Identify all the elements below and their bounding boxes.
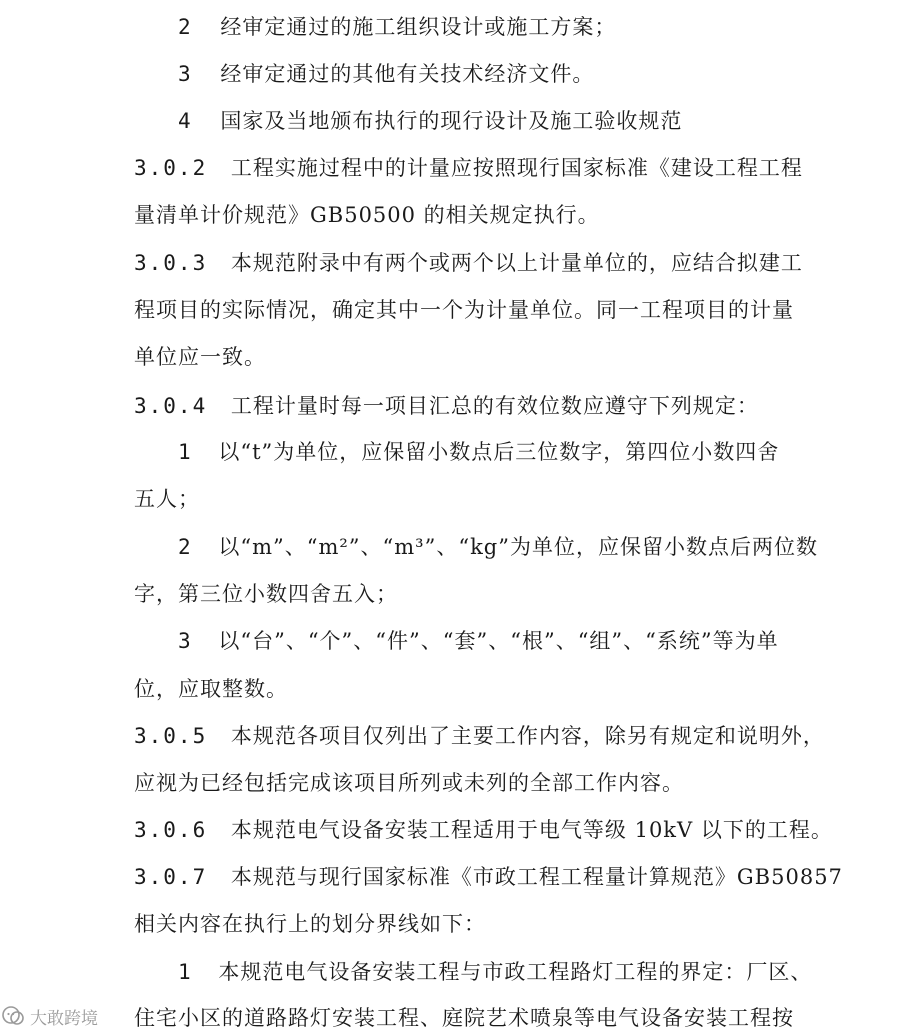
item-number: 3 <box>178 629 193 653</box>
clause-text: 本规范各项目仅列出了主要工作内容，除另有规定和说明外， <box>230 724 825 748</box>
list-item <box>178 107 682 135</box>
clause-number: 3.0.2 <box>134 156 208 180</box>
item-number: 1 <box>178 440 193 464</box>
list-item <box>178 627 779 655</box>
item-text: 位，应取整数。 <box>134 677 288 701</box>
list-item <box>178 60 594 88</box>
list-item <box>178 13 616 41</box>
clause-text: 本规范电气设备安装工程适用于电气等级 10kV 以下的工程。 <box>230 818 833 842</box>
item-text: 经审定通过的其他有关技术经济文件。 <box>220 62 595 86</box>
clause-line <box>134 816 833 844</box>
item-text: 本规范电气设备安装工程与市政工程路灯工程的界定：厂区、 <box>218 960 813 984</box>
item-number: 2 <box>178 15 193 39</box>
item-continuation <box>134 1004 794 1032</box>
clause-line <box>134 392 759 420</box>
item-text: 以“台”、“个”、“件”、“套”、“根”、“组”、“系统”等为单 <box>218 629 779 653</box>
clause-continuation <box>134 769 684 797</box>
list-item <box>178 958 812 986</box>
clause-text: 相关内容在执行上的划分界线如下： <box>134 912 486 936</box>
item-text: 五人； <box>134 487 200 511</box>
item-text: 字，第三位小数四舍五入； <box>134 582 398 606</box>
clause-number: 3.0.3 <box>134 251 208 275</box>
clause-text: 本规范附录中有两个或两个以上计量单位的，应结合拟建工 <box>230 251 803 275</box>
item-text: 国家及当地颁布执行的现行设计及施工验收规范 <box>220 109 683 133</box>
item-text: 以“t”为单位，应保留小数点后三位数字，第四位小数四舍 <box>218 440 780 464</box>
clause-number: 3.0.6 <box>134 818 208 842</box>
clause-text: 单位应一致。 <box>134 345 266 369</box>
clause-continuation <box>134 201 600 229</box>
clause-line <box>134 154 803 182</box>
clause-text: 工程实施过程中的计量应按照现行国家标准《建设工程工程 <box>230 156 803 180</box>
clause-number: 3.0.4 <box>134 394 208 418</box>
clause-line <box>134 249 803 277</box>
clause-text: 量清单计价规范》GB50500 的相关规定执行。 <box>134 203 600 227</box>
watermark-text: 大敢跨境 <box>30 1008 98 1029</box>
clause-number: 3.0.5 <box>134 724 208 748</box>
clause-continuation <box>134 910 486 938</box>
item-number: 1 <box>178 960 193 984</box>
clause-line <box>134 863 843 891</box>
clause-number: 3.0.7 <box>134 865 208 889</box>
clause-text: 工程计量时每一项目汇总的有效位数应遵守下列规定： <box>230 394 759 418</box>
clause-text: 应视为已经包括完成该项目所列或未列的全部工作内容。 <box>134 771 684 795</box>
clause-continuation <box>134 296 794 324</box>
item-text: 经审定通过的施工组织设计或施工方案； <box>220 15 617 39</box>
list-item <box>178 438 779 466</box>
chat-bubble-icon <box>0 1003 26 1029</box>
item-number: 3 <box>178 62 193 86</box>
item-continuation <box>134 485 200 513</box>
item-number: 2 <box>178 535 193 559</box>
clause-text: 本规范与现行国家标准《市政工程工程量计算规范》GB50857 <box>230 865 843 889</box>
clause-continuation <box>134 343 266 371</box>
clause-text: 程项目的实际情况，确定其中一个为计量单位。同一工程项目的计量 <box>134 298 794 322</box>
item-text: 以“m”、“m²”、“m³”、“kg”为单位，应保留小数点后两位数 <box>218 535 818 559</box>
item-continuation <box>134 675 288 703</box>
item-number: 4 <box>178 109 193 133</box>
item-continuation <box>134 580 398 608</box>
list-item <box>178 533 818 561</box>
clause-line <box>134 722 825 750</box>
item-text: 住宅小区的道路路灯安装工程、庭院艺术喷泉等电气设备安装工程按 <box>134 1006 794 1030</box>
watermark <box>0 998 98 1034</box>
